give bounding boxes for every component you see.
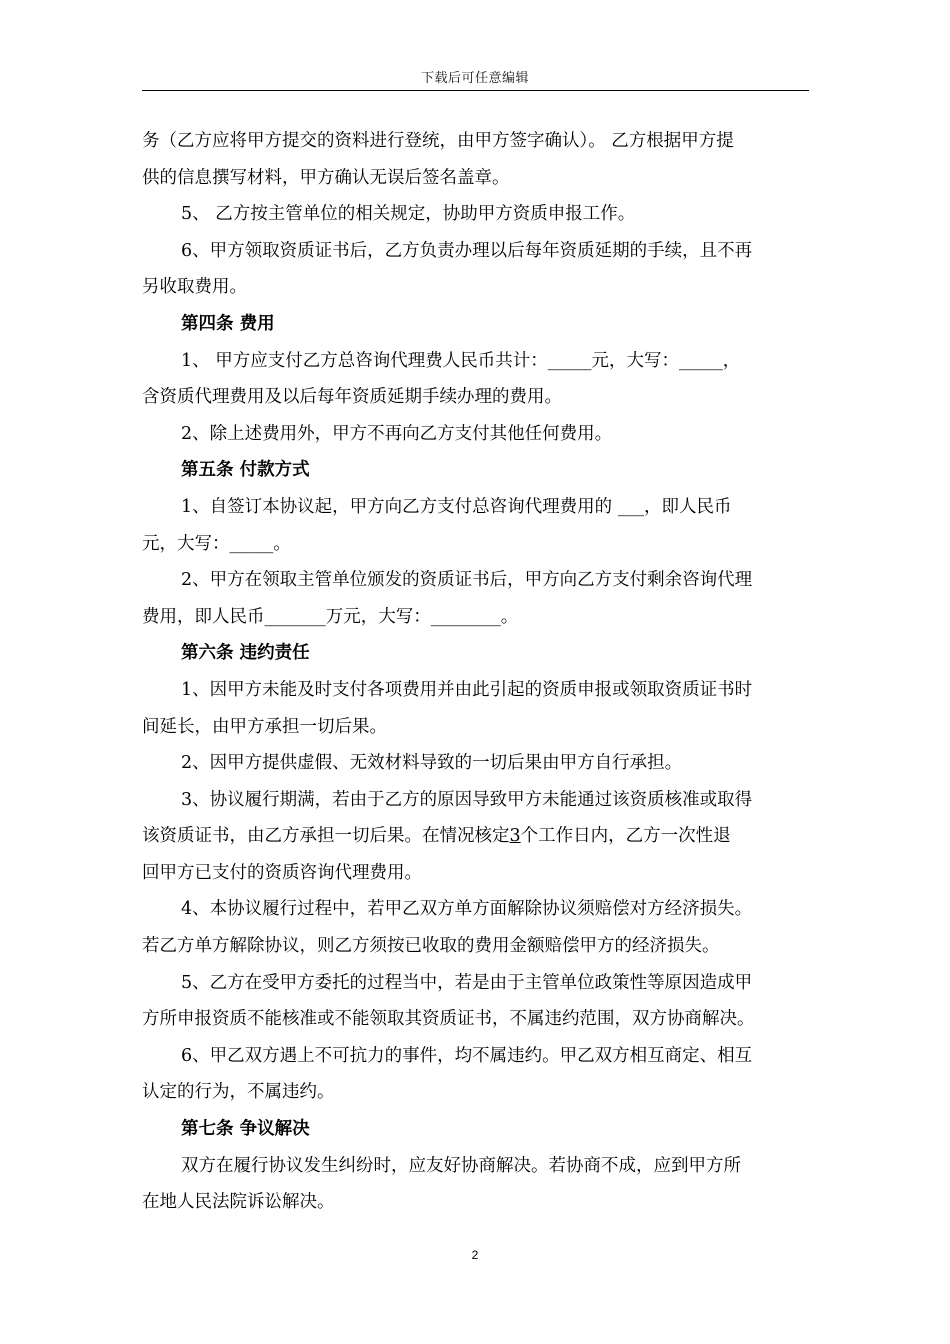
paragraph-line: 该资质证书，由乙方承担一切后果。在情况核定3个工作日内，乙方一次性退 [142, 826, 731, 847]
paragraph-line: 5、 乙方按主管单位的相关规定，协助甲方资质申报工作。 [181, 204, 636, 225]
paragraph-line: 含资质代理费用及以后每年资质延期手续办理的费用。 [142, 387, 562, 408]
paragraph-line: 另收取费用。 [142, 277, 247, 298]
paragraph-line: 4、本协议履行过程中，若甲乙双方单方面解除协议须赔偿对方经济损失。 [181, 899, 753, 920]
paragraph-line: 6、甲乙双方遇上不可抗力的事件，均不属违约。甲乙双方相互商定、相互 [181, 1045, 753, 1066]
paragraph-line: 间延长，由甲方承担一切后果。 [142, 716, 387, 737]
paragraph-line: 2、因甲方提供虚假、无效材料导致的一切后果由甲方自行承担。 [181, 753, 683, 774]
paragraph-line: 双方在履行协议发生纠纷时，应友好协商解决。若协商不成，应到甲方所 [181, 1155, 741, 1176]
paragraph-line: 2、甲方在领取主管单位颁发的资质证书后，甲方向乙方支付剩余咨询代理 [181, 570, 753, 591]
document-body [142, 123, 809, 1221]
paragraph-line: 在地人民法院诉讼解决。 [142, 1192, 335, 1213]
paragraph-line: 供的信息撰写材料，甲方确认无误后签名盖章。 [142, 167, 510, 188]
paragraph-line: 认定的行为，不属违约。 [142, 1082, 335, 1103]
paragraph-line: 务（乙方应将甲方提交的资料进行登统，由甲方签字确认）。 乙方根据甲方提 [142, 131, 734, 151]
section-heading: 第五条 付款方式 [181, 460, 310, 481]
paragraph-line: 若乙方单方解除协议，则乙方须按已收取的费用金额赔偿甲方的经济损失。 [142, 936, 720, 957]
paragraph-line: 方所申报资质不能核准或不能领取其资质证书，不属违约范围，双方协商解决。 [142, 1009, 755, 1030]
underlined-number: 3 [509, 826, 521, 847]
paragraph-line: 3、协议履行期满，若由于乙方的原因导致甲方未能通过该资质核准或取得 [181, 789, 753, 810]
header-divider [142, 90, 809, 91]
paragraph-line: 1、自签订本协议起，甲方向乙方支付总咨询代理费用的 ___，即人民币 [181, 496, 732, 517]
paragraph-line: 1、 甲方应支付乙方总咨询代理费人民币共计：_____元，大写：_____， [181, 350, 741, 371]
paragraph-line: 元，大写：_____。 [142, 533, 291, 554]
section-heading: 第四条 费用 [181, 313, 275, 334]
section-heading: 第六条 违约责任 [181, 643, 310, 664]
paragraph-line: 回甲方已支付的资质咨询代理费用。 [142, 862, 422, 883]
page-header-note: 下载后可任意编辑 [420, 71, 529, 86]
section-heading: 第七条 争议解决 [181, 1119, 310, 1140]
paragraph-line: 5、乙方在受甲方委托的过程当中，若是由于主管单位政策性等原因造成甲 [181, 972, 753, 993]
paragraph-line: 1、因甲方未能及时支付各项费用并由此引起的资质申报或领取资质证书时 [181, 679, 753, 700]
paragraph-line: 2、除上述费用外，甲方不再向乙方支付其他任何费用。 [181, 423, 613, 444]
page-number: 2 [471, 1248, 479, 1262]
paragraph-line: 6、甲方领取资质证书后，乙方负责办理以后每年资质延期的手续，且不再 [181, 240, 753, 261]
paragraph-line: 费用，即人民币_______万元，大写：________。 [142, 606, 519, 627]
